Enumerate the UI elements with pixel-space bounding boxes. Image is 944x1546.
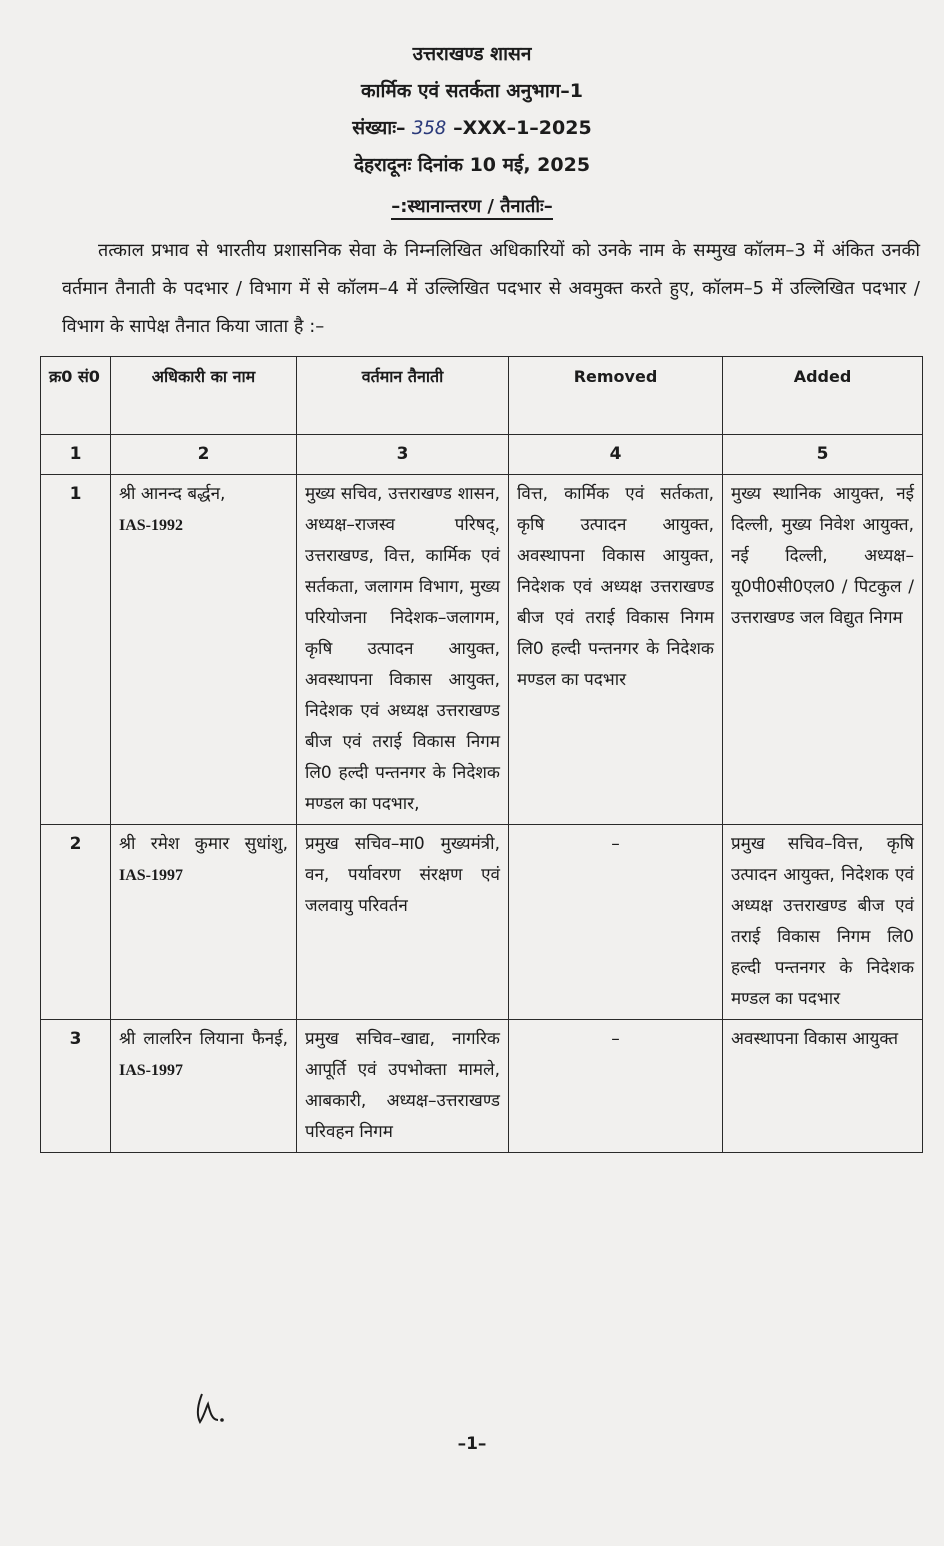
col-number: 5 [723,435,923,475]
removed-charge: वित्त, कार्मिक एवं सर्तकता, कृषि उत्पादन आयुक्त, अवस्थापना विकास आयुक्त, निदेशक एवं अध्यक्ष उत्तराखण्ड बीज एवं तराई विकास निगम लि0 हल्दी पन्तनगर के निदेशक मण्डल का पदभार [509,475,723,825]
removed-charge: – [509,1020,723,1153]
col-number: 1 [41,435,111,475]
officer-name-cell [111,475,297,825]
order-date: देहरादूनः दिनांक 10 मई, 2025 [353,154,591,176]
current-posting: मुख्य सचिव, उत्तराखण्ड शासन, अध्यक्ष–राजस्व परिषद्, उत्तराखण्ड, वित्त, कार्मिक एवं सर्तकता, जलागम विभाग, मुख्य परियोजना निदेशक–जलागम, कृषि उत्पादन आयुक्त, अवस्थापना विकास आयुक्त, निदेशक एवं अध्यक्ष उत्तराखण्ड बीज एवं तराई विकास निगम लि0 हल्दी पन्तनगर के निदेशक मण्डल का पदभार, [297,475,509,825]
row-sno: 3 [41,1020,111,1153]
column-number-row [41,435,923,475]
header-name: अधिकारी का नाम [111,357,297,435]
table-row [41,475,923,825]
page-number: –1– [457,1434,487,1454]
officer-name-cell [111,1020,297,1153]
letter-header [0,36,944,184]
order-number-prefix: संख्याः– [352,117,406,139]
department-name: कार्मिक एवं सतर्कता अनुभाग–1 [360,80,584,102]
subject-line [0,194,944,218]
signature-mark [188,1390,228,1430]
row-sno: 1 [41,475,111,825]
officer-name: श्री आनन्द बर्द्धन, [119,484,226,504]
added-charge: अवस्थापना विकास आयुक्त [723,1020,923,1153]
order-number-suffix: –XXX–1–2025 [453,117,592,139]
officer-name: श्री लालरिन लियाना फैनई, [119,1029,288,1049]
officer-batch: IAS-1992 [119,517,184,534]
col-number: 4 [509,435,723,475]
current-posting: प्रमुख सचिव–खाद्य, नागरिक आपूर्ति एवं उपभोक्ता मामले, आबकारी, अध्यक्ष–उत्तराखण्ड परिवहन निगम [297,1020,509,1153]
removed-charge: – [509,825,723,1020]
officer-name-cell [111,825,297,1020]
subject-text: –:स्थानान्तरण / तैनातीः– [391,196,552,220]
order-number [0,110,944,147]
header-added: Added [723,357,923,435]
table-header-row [41,357,923,435]
officer-batch: IAS-1997 [119,1062,184,1079]
header-removed: Removed [509,357,723,435]
added-charge: प्रमुख सचिव–वित्त, कृषि उत्पादन आयुक्त, निदेशक एवं अध्यक्ष उत्तराखण्ड बीज एवं तराई विकास निगम लि0 हल्दी पन्तनगर के निदेशक मण्डल का पदभार [723,825,923,1020]
table-row [41,1020,923,1153]
header-current: वर्तमान तैनाती [297,357,509,435]
header-sno: क्र0 सं0 [41,357,111,435]
current-posting: प्रमुख सचिव–मा0 मुख्यमंत्री, वन, पर्यावरण संरक्षण एवं जलवायु परिवर्तन [297,825,509,1020]
row-sno: 2 [41,825,111,1020]
handwritten-number: 358 [412,117,447,139]
transfer-table [40,356,923,1153]
col-number: 2 [111,435,297,475]
intro-paragraph: तत्काल प्रभाव से भारतीय प्रशासनिक सेवा के निम्नलिखित अधिकारियों को उनके नाम के सम्मुख कॉलम–3 में अंकित उनकी वर्तमान तैनाती के पदभार / विभाग में से कॉलम–4 में उल्लिखित पदभार से अवमुक्त करते हुए, कॉलम–5 में उल्लिखित पदभार / विभाग के सापेक्ष तैनात किया जाता है :– [62,240,920,337]
officer-batch: IAS-1997 [119,867,184,884]
officer-name: श्री रमेश कुमार सुधांशु, [119,834,288,854]
col-number: 3 [297,435,509,475]
table-row [41,825,923,1020]
govt-name: उत्तराखण्ड शासन [412,43,532,65]
added-charge: मुख्य स्थानिक आयुक्त, नई दिल्ली, मुख्य निवेश आयुक्त, नई दिल्ली, अध्यक्ष–यू0पी0सी0एल0 / पिटकुल / उत्तराखण्ड जल विद्युत निगम [723,475,923,825]
